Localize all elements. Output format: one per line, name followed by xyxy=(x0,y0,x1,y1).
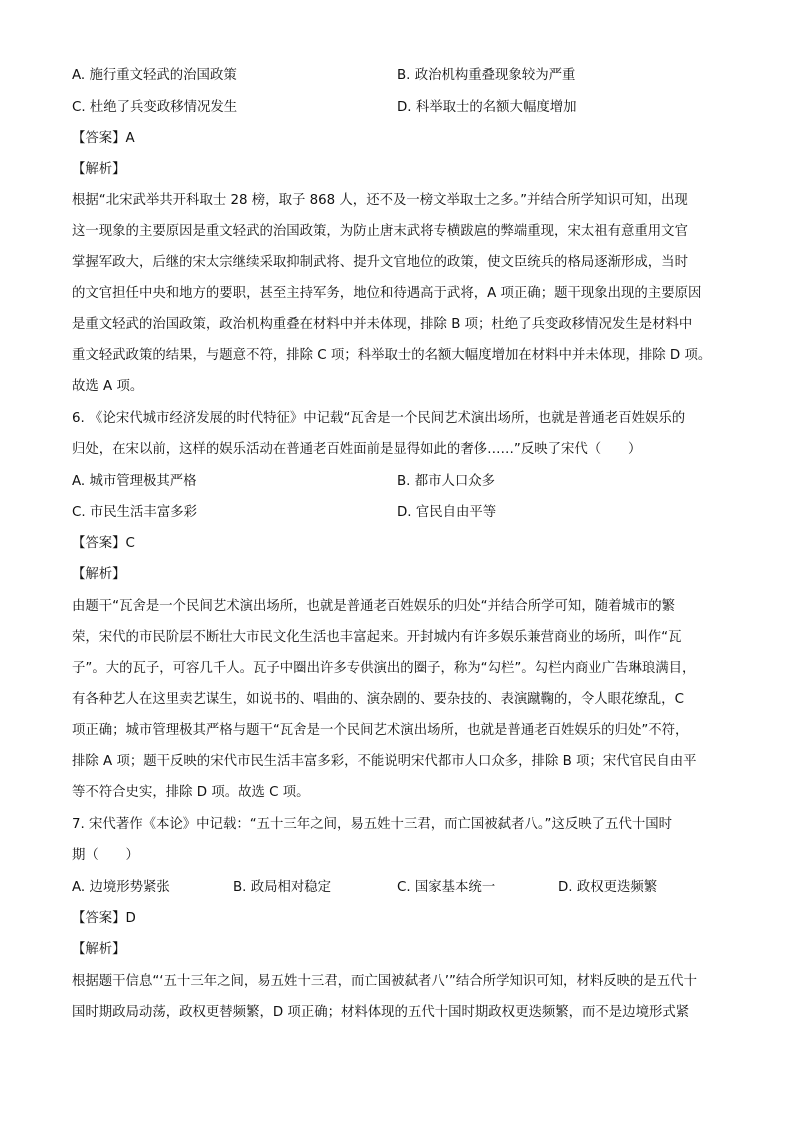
q5-analysis-line: 故选 A 项。 xyxy=(72,379,144,394)
q6-analysis-line: 由题干“瓦舍是一个民间艺术演出场所，也就是普通老百姓娱乐的归处“并结合所学可知，随着城市的繁 xyxy=(72,599,676,614)
q6-analysis-line: 排除 A 项；题干反映的宋代市民生活丰富多彩，不能说明宋代都市人口众多，排除 B 项；宋代官民自由平 xyxy=(72,754,697,769)
q7-stem-line: 7. 宋代著作《本论》中记载：“五十三年之间，易五姓十三君，而亡国被弑者八。”这反映了五代十国时 xyxy=(72,817,673,832)
q5-option-b: B. 政治机构重叠现象较为严重 xyxy=(397,68,576,83)
q6-analysis-line: 荣，宋代的市民阶层不断壮大市民文化生活也丰富起来。开封城内有许多娱乐兼营商业的场所，叫作“瓦 xyxy=(72,630,682,645)
q5-analysis-line: 的文官担任中央和地方的要职，甚至主持军务，地位和待遇高于武将，A 项正确；题干现象出现的主要原因 xyxy=(72,286,702,301)
q5-analysis-line: 是重文轻武的治国政策，政治机构重叠在材料中并未体现，排除 B 项；杜绝了兵变政移情况发生是材料中 xyxy=(72,317,693,332)
q5-option-d: D. 科举取士的名额大幅度增加 xyxy=(397,100,577,115)
q6-option-c: C. 市民生活丰富多彩 xyxy=(72,505,197,520)
q7-option-b: B. 政局相对稳定 xyxy=(233,880,332,895)
q5-analysis-line: 这一现象的主要原因是重文轻武的治国政策，为防止唐末武将专横跋扈的弊端重现，宋太祖有意重用文官 xyxy=(72,224,688,239)
q7-option-d: D. 政权更迭频繁 xyxy=(558,880,658,895)
q7-analysis-line: 根据题干信息“‘五十三年之间，易五姓十三君，而亡国被弑者八’”结合所学知识可知，材料反映的是五代十 xyxy=(72,974,697,989)
q6-analysis-line: 有各种艺人在这里卖艺谋生，如说书的、唱曲的、演杂剧的、要杂技的、表演蹴鞠的，令人眼花缭乱，C xyxy=(72,692,684,707)
q6-stem-line: 归处，在宋以前，这样的娱乐活动在普通老百姓面前是显得如此的奢侈……”反映了宋代（ ） xyxy=(72,442,642,457)
q6-analysis-line: 子”。大的瓦子，可容几千人。瓦子中圈出许多专供演出的圈子，称为“勾栏”。勾栏内商业广告琳琅满目， xyxy=(72,661,696,676)
q7-analysis-line: 国时期政局动荡，政权更替频繁，D 项正确；材料体现的五代十国时期政权更迭频繁，而不是边境形式紧 xyxy=(72,1005,690,1020)
q6-analysis-line: 项正确；城市管理极其严格与题干“瓦舍是一个民间艺术演出场所，也就是普通老百姓娱乐的归处”不符， xyxy=(72,723,689,738)
q5-answer: 【答案】A xyxy=(72,131,135,146)
q7-analysis-label: 【解析】 xyxy=(72,942,126,957)
q5-option-a: A. 施行重文轻武的治国政策 xyxy=(72,68,237,83)
q6-option-a: A. 城市管理极其严格 xyxy=(72,474,197,489)
q5-analysis-line: 掌握军政大，后继的宋太宗继续采取抑制武将、提升文官地位的政策，使文臣统兵的格局逐渐形成，当时 xyxy=(72,255,688,270)
q5-analysis-label: 【解析】 xyxy=(72,162,126,177)
q7-answer: 【答案】D xyxy=(72,911,136,926)
q6-options-row-2 xyxy=(72,503,722,523)
q7-stem-line: 期（ ） xyxy=(72,848,139,863)
q6-answer: 【答案】C xyxy=(72,536,135,551)
q6-option-b: B. 都市人口众多 xyxy=(397,474,496,489)
q7-options-row xyxy=(72,878,722,898)
q5-option-c: C. 杜绝了兵变政移情况发生 xyxy=(72,100,238,115)
q6-stem-line: 6. 《论宋代城市经济发展的时代特征》中记载“瓦舍是一个民间艺术演出场所，也就是普通老百姓娱乐的 xyxy=(72,411,686,426)
q5-options-row-2 xyxy=(72,98,722,118)
q5-options-row-1 xyxy=(72,66,722,86)
q6-options-row-1 xyxy=(72,472,722,492)
q6-analysis-label: 【解析】 xyxy=(72,567,126,582)
q7-option-a: A. 边境形势紧张 xyxy=(72,880,170,895)
q5-analysis-line: 重文轻武政策的结果，与题意不符，排除 C 项；科举取士的名额大幅度增加在材料中并未体现，排除 D 项。 xyxy=(72,348,712,363)
q6-analysis-line: 等不符合史实，排除 D 项。故选 C 项。 xyxy=(72,785,310,800)
q6-option-d: D. 官民自由平等 xyxy=(397,505,497,520)
q5-analysis-line: 根据“北宋武举共开科取士 28 榜，取子 868 人，还不及一榜文举取士之多。”并结合所学知识可知，出现 xyxy=(72,193,688,208)
q7-option-c: C. 国家基本统一 xyxy=(397,880,496,895)
